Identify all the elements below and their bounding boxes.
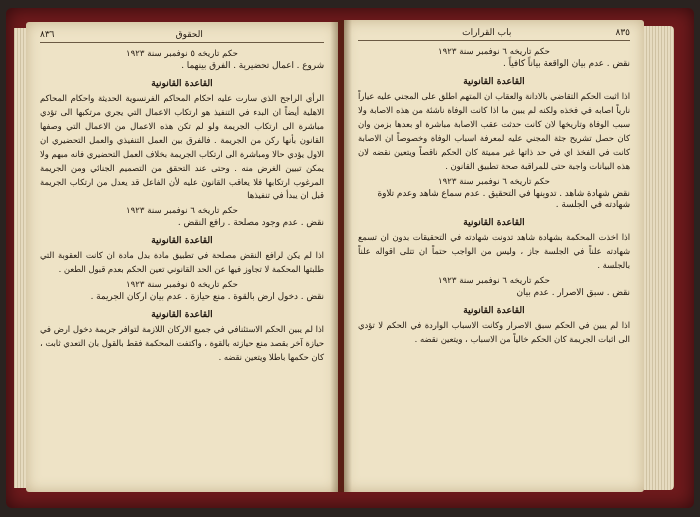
running-title: الحقوق: [175, 30, 203, 40]
ruling-title: حكم تاريخه ٦ نوفمبر سنة ١٩٢٣: [438, 47, 550, 57]
rule-heading: القاعدة القانونية: [151, 309, 213, 320]
ruling-title: حكم تاريخه ٥ نوفمبر سنة ١٩٢٣: [126, 49, 238, 59]
ruling-summary: نقض . سبق الاصرار . عدم بيان: [516, 288, 630, 299]
rule-heading: القاعدة القانونية: [463, 304, 525, 316]
page-number: ٨٣٥: [615, 28, 630, 38]
ruling-title: حكم تاريخه ٥ نوفمبر سنة ١٩٢٣: [126, 280, 238, 291]
ruling-title: حكم تاريخه ٦ نوفمبر سنة ١٩٢٣: [438, 176, 550, 187]
rule-heading: القاعدة القانونية: [151, 77, 213, 89]
ruling-text: الرأي الراجح الذي سارت عليه احكام المحاكم الفرنسوية الحديثة واحكام المحاكم الاهلية أيضاً ان البدء في التنفيذ هو ارتكاب الاعمال التي يجري مرتكبها الى تؤدي مباشرة الى ارتكاب الجريمة ولو لم تكن هذه الاعمال من الاعمال التي وصفها القانون بأنها ركن من الجريمة . فالفرق بين العمل التنفيذي والعمل التحضيري ان الاول يؤدي حالا ومباشرة الى ارتكاب الجريمة بخلاف العمل التحضيري فانه مبهم ولا يمكن تبيين الغرض منه . وحتى عند التحقق من التصميم الجنائي ومن الجريمة المرغوب ارتكابها فلا يعاقب القانون عليه لأن الفاعل قد يعدل من ارتكاب الجريمة قبل ان يبدأ في تنفيذها: [40, 92, 324, 201]
page-edges-right: [644, 26, 674, 490]
ruling-summary: نقض شهادة شاهد . تدوينها في التحقيق . عدم سماع شاهد وعدم تلاوة شهادته في الجلسة .: [377, 188, 630, 211]
ruling-summary: نقض . عدم بيان الواقعة بياناً كافياً .: [503, 59, 630, 69]
ruling-text: اذا لم يبين الحكم الاستئنافي في جميع الاركان اللازمة لتوافر جريمة دخول ارض في حيازة آخر بقصد منع حيازته بالقوة ، واكتفت المحكمة فقط بالقول بان التعدي ثابت ، كان حكمها باطلا ويتعين نقضه .: [40, 324, 324, 362]
ruling-text: اذا لم يبين في الحكم سبق الاصرار وكانت الاسباب الواردة في الحكم لا تؤدي الى اثبات الجريمة كان الحكم خالياً من الاسباب ، ويتعين نقضه .: [358, 319, 630, 344]
rule-heading: القاعدة القانونية: [151, 235, 213, 247]
right-page: [344, 20, 644, 492]
ruling-summary: شروع . اعمال تحضيرية . الفرق بينهما .: [181, 61, 324, 71]
running-title: باب القرارات: [462, 28, 512, 38]
ruling-text: اذا اخذت المحكمة بشهادة شاهد تدونت شهادته في التحقيقات بدون ان تسمع شهادته علناً في الجلسة جاز ، وليس من الواجب حتماً ان تتلى اقواله علناً بالجلسة .: [358, 232, 630, 271]
ruling-summary: نقض . عدم وجود مصلحة . رافع النقض .: [177, 218, 324, 229]
rule-heading: القاعدة القانونية: [463, 217, 525, 229]
ruling-text: اذا اثبت الحكم التقاضي بالادانة والعقاب ان المتهم اطلق على المجني عليه عياراً نارياً اصابه في فخذه ولكنه لم يبين ما اذا كانت الوفاة ناشئة من هذه الاصابة ولا سبب الوفاة وتاريخها لان كانت حدثت عقب الاصابة مباشرة او بعدها بزمن وان كان حصل تشريح جثة المجني عليه لمعرفة اسباب الوفاة وخصوصاً ان الاصابة كانت في الفخذ اي في حد ذاتها غير مميتة كان الحكم ناقصاً ويتعين نقضه لان هذه البيانات واجبة حتى للمراقبة صحة تطبيق القانون .: [358, 90, 630, 171]
ruling-title: حكم تاريخه ٦ نوفمبر سنة ١٩٢٣: [126, 206, 238, 217]
right-page-header: [358, 28, 630, 41]
ruling-summary: نقض . دخول ارض بالقوة . منع حيازة . عدم بيان اركان الجريمة .: [90, 292, 324, 303]
left-page-header: [40, 30, 324, 43]
page-number: ٨٣٦: [40, 30, 55, 40]
rule-heading: القاعدة القانونية: [463, 75, 525, 87]
ruling-title: حكم تاريخه ٦ نوفمبر سنة ١٩٢٣: [438, 276, 550, 287]
left-page: [26, 22, 338, 492]
ruling-text: اذا لم يكن لرافع النقض مصلحة في تطبيق مادة بدل مادة ان كانت العقوبة التي طلبتها المحكمة لا تجاوز فيها عن الحد القانوني تعين الحكم بعدم قبول الطعن .: [40, 250, 324, 275]
